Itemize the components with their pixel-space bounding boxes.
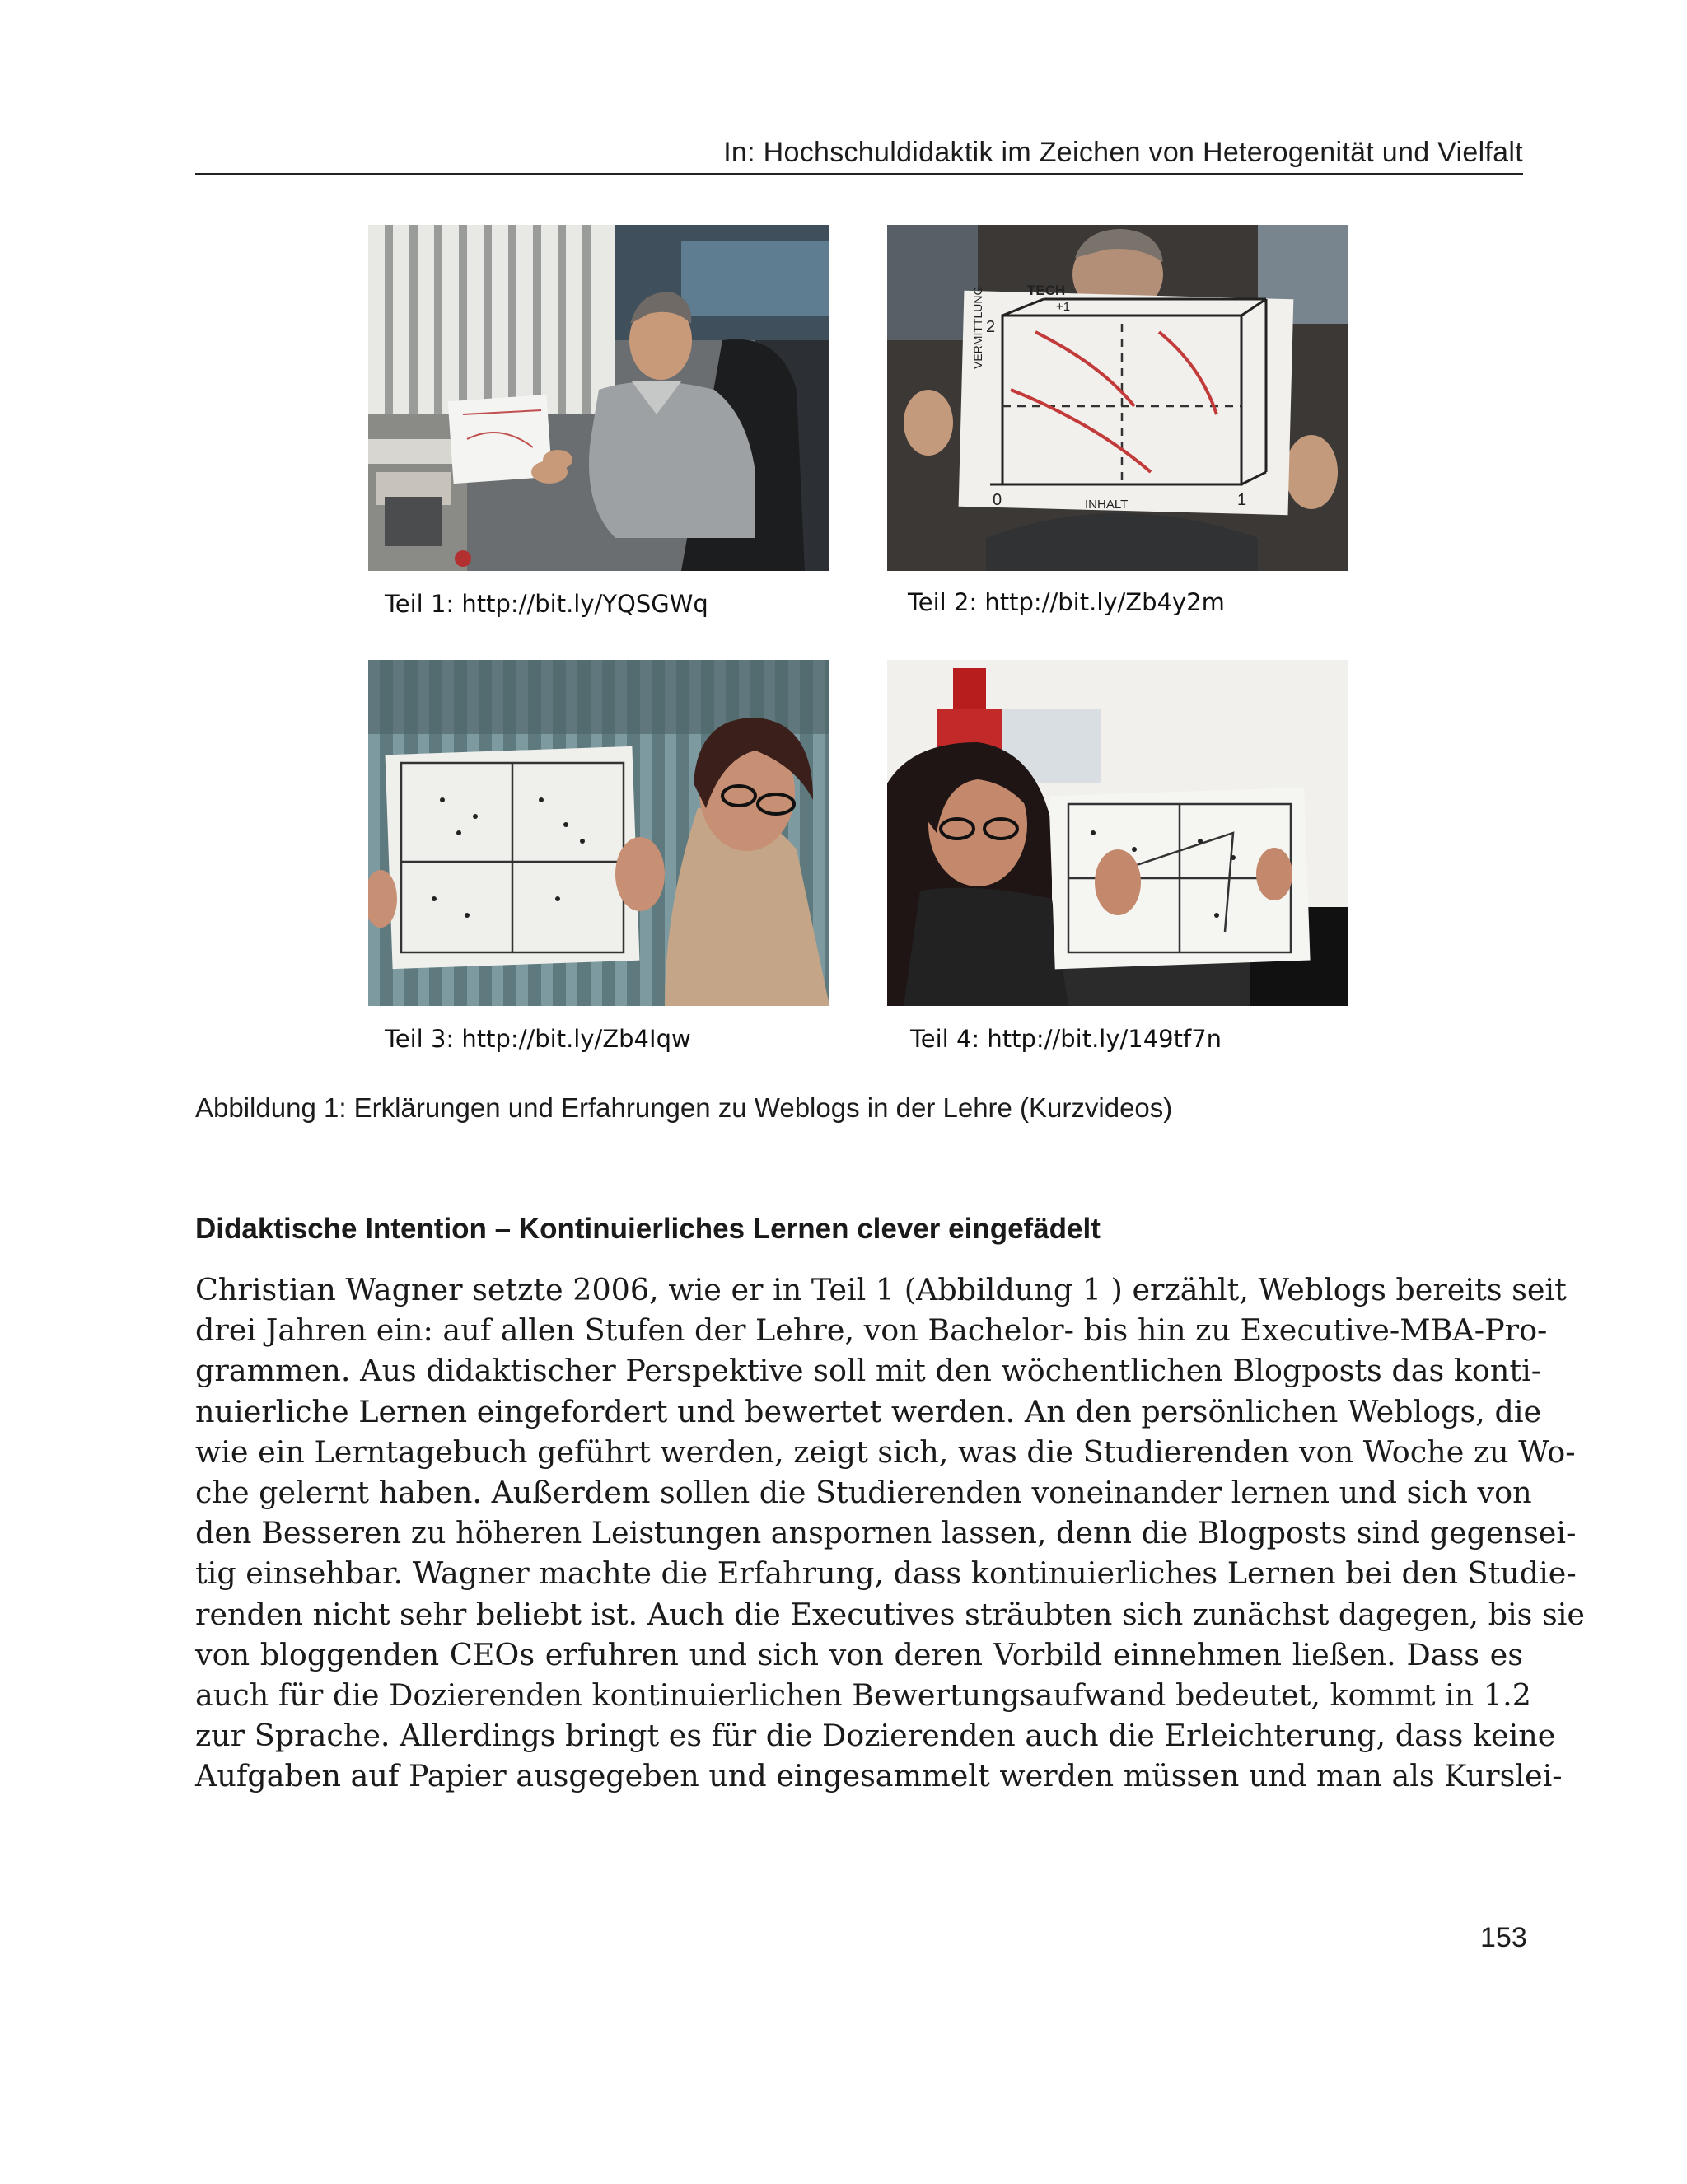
body-line: renden nicht sehr beliebt ist. Auch die Executives sträubten sich zunächst dagegen, bis sie: [195, 1596, 1586, 1632]
sketch-label-tech: TECH: [1027, 283, 1066, 298]
body-line: von bloggenden CEOs erfuhren und sich von deren Vorbild einnehmen ließen. Dass es: [195, 1636, 1523, 1672]
body-line: Christian Wagner setzte 2006, wie er in Teil 1 (Abbildung 1 ) erzählt, Weblogs bereits seit: [195, 1272, 1567, 1307]
body-line: den Besseren zu höheren Leistungen anspornen lassen, denn die Blogposts sind gegensei-: [195, 1515, 1577, 1551]
running-header: In: Hochschuldidaktik im Zeichen von Heterogenität und Vielfalt: [723, 137, 1523, 168]
photo-sketch-diagram: [887, 225, 1348, 571]
section-heading: Didaktische Intention – Kontinuierliches Lernen clever eingefädelt: [195, 1213, 1101, 1245]
video-still-teil-4: [887, 660, 1348, 1006]
body-line: drei Jahren ein: auf allen Stufen der Lehre, von Bachelor- bis hin zu Executive-MBA-Pro-: [195, 1312, 1548, 1349]
sketch-label-max-x: 1: [1237, 491, 1247, 509]
panel-caption-teil-3: Teil 3: http://bit.ly/Zb4Iqw: [385, 1025, 691, 1053]
video-still-teil-2: [887, 225, 1348, 571]
sketch-label-max-y: 2: [986, 318, 996, 336]
header-rule: [195, 173, 1523, 175]
body-line: Aufgaben auf Papier ausgegeben und eingesammelt werden müssen und man als Kurslei-: [195, 1758, 1563, 1794]
sketch-label-horizontal-axis: INHALT: [1085, 498, 1129, 512]
sketch-label-vertical-axis: VERMITTLUNG: [971, 286, 984, 369]
photo-man-office: [368, 225, 829, 571]
figure-caption: Abbildung 1: Erklärungen und Erfahrungen zu Weblogs in der Lehre (Kurzvideos): [195, 1092, 1173, 1123]
body-line: che gelernt haben. Außerdem sollen die Studierenden voneinander lernen und sich von: [195, 1474, 1532, 1510]
body-line: auch für die Dozierenden kontinuierlichen Bewertungsaufwand bedeutet, kommt in 1.2: [195, 1677, 1531, 1713]
sketch-label-origin: 0: [993, 491, 1002, 509]
photo-woman-explaining-sheet: [887, 660, 1348, 1006]
page-number: 153: [1480, 1922, 1527, 1953]
video-still-teil-1: [368, 225, 829, 571]
body-line: grammen. Aus didaktischer Perspektive soll mit den wöchentlichen Blogposts das konti-: [195, 1353, 1542, 1389]
panel-caption-teil-2: Teil 2: http://bit.ly/Zb4y2m: [908, 588, 1225, 616]
body-line: wie ein Lerntagebuch geführt werden, zeigt sich, was die Studierenden von Woche zu Wo-: [195, 1433, 1576, 1470]
photo-woman-quadrant-sheet: [368, 660, 829, 1006]
body-paragraph: [195, 1270, 1586, 1796]
sketch-label-plus-one: +1: [1056, 300, 1071, 314]
body-line: zur Sprache. Allerdings bringt es für die Dozierenden auch die Erleichterung, dass keine: [195, 1718, 1556, 1754]
panel-caption-teil-4: Teil 4: http://bit.ly/149tf7n: [910, 1025, 1222, 1053]
video-still-teil-3: [368, 660, 829, 1006]
body-line: nuierliche Lernen eingefordert und bewertet werden. An den persönlichen Weblogs, die: [195, 1393, 1542, 1429]
panel-caption-teil-1: Teil 1: http://bit.ly/YQSGWq: [385, 590, 708, 618]
body-line: tig einsehbar. Wagner machte die Erfahrung, dass kontinuierliches Lernen bei den Studie-: [195, 1555, 1577, 1592]
